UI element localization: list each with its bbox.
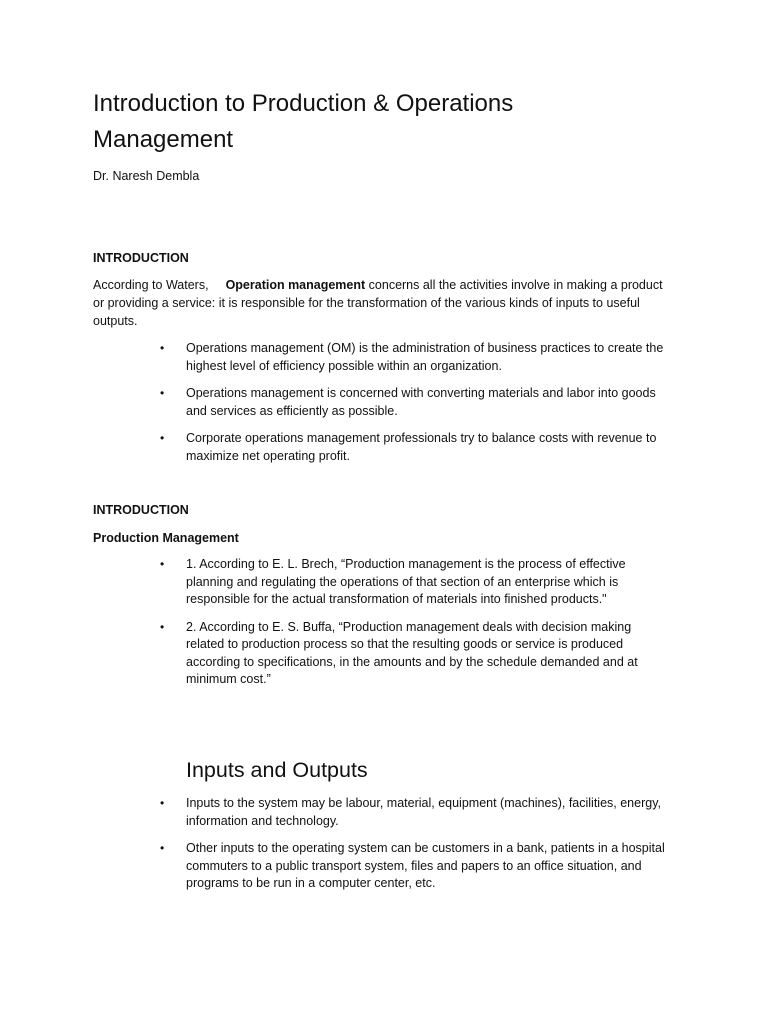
list-item-text: 2. According to E. S. Buffa, “Production management deals with decision making related to production process so that the resulting goods or service is produced according to specifications, in the amounts and by the schedule demanded and at minimum cost.” <box>186 619 638 686</box>
bullet-icon: • <box>160 841 165 855</box>
intro-paragraph-bold-term: Operation management <box>225 278 366 292</box>
list-item <box>160 430 670 465</box>
list-item-text: Operations management is concerned with converting materials and labor into goods and services as efficiently as possible. <box>186 386 656 418</box>
list-item-text: 1. According to E. L. Brech, “Production management is the process of effective planning and regulating the operations of that section of an enterprise which is responsible for the actual transformation of materials into finished products." <box>186 557 626 606</box>
bullet-icon: • <box>160 796 165 810</box>
production-bullet-list <box>160 556 670 699</box>
list-item <box>160 556 670 609</box>
intro-bullet-list <box>160 340 670 475</box>
list-item-text: Corporate operations management professionals try to balance costs with revenue to maximize net operating profit. <box>186 431 657 463</box>
author-name: Dr. Naresh Dembla <box>93 169 200 183</box>
bullet-icon: • <box>160 557 165 571</box>
list-item-text: Inputs to the system may be labour, material, equipment (machines), facilities, energy, information and technology. <box>186 796 661 828</box>
intro-paragraph <box>93 276 673 330</box>
document-title: Introduction to Production & Operations Management <box>93 90 514 153</box>
bullet-icon: • <box>160 619 165 634</box>
list-item-text: Other inputs to the operating system can be customers in a bank, patients in a hospital commuters to a public transport system, files and papers to an office situation, and programs to be run in a computer center, etc. <box>186 841 665 890</box>
list-item <box>160 340 670 375</box>
section-title-inputs-outputs: Inputs and Outputs <box>186 758 368 782</box>
section-heading-introduction: INTRODUCTION <box>93 251 189 265</box>
subheading-production-management: Production Management <box>93 531 239 545</box>
list-item <box>160 795 670 830</box>
bullet-icon: • <box>160 341 165 355</box>
section-heading-introduction-2: INTRODUCTION <box>93 503 189 517</box>
list-item <box>160 385 670 420</box>
intro-paragraph-prefix: According to Waters, <box>93 278 209 292</box>
intro-paragraph-rest: concerns all the activities involve in making a product or providing a service: it is responsible for the transformation of the various kinds of inputs to useful outputs. <box>93 278 663 328</box>
bullet-icon: • <box>160 431 165 445</box>
list-item <box>160 840 670 893</box>
inputs-bullet-list <box>160 795 670 903</box>
list-item-text: Operations management (OM) is the administration of business practices to create the highest level of efficiency possible within an organization. <box>186 341 664 373</box>
list-item <box>160 619 670 689</box>
bullet-icon: • <box>160 386 165 400</box>
